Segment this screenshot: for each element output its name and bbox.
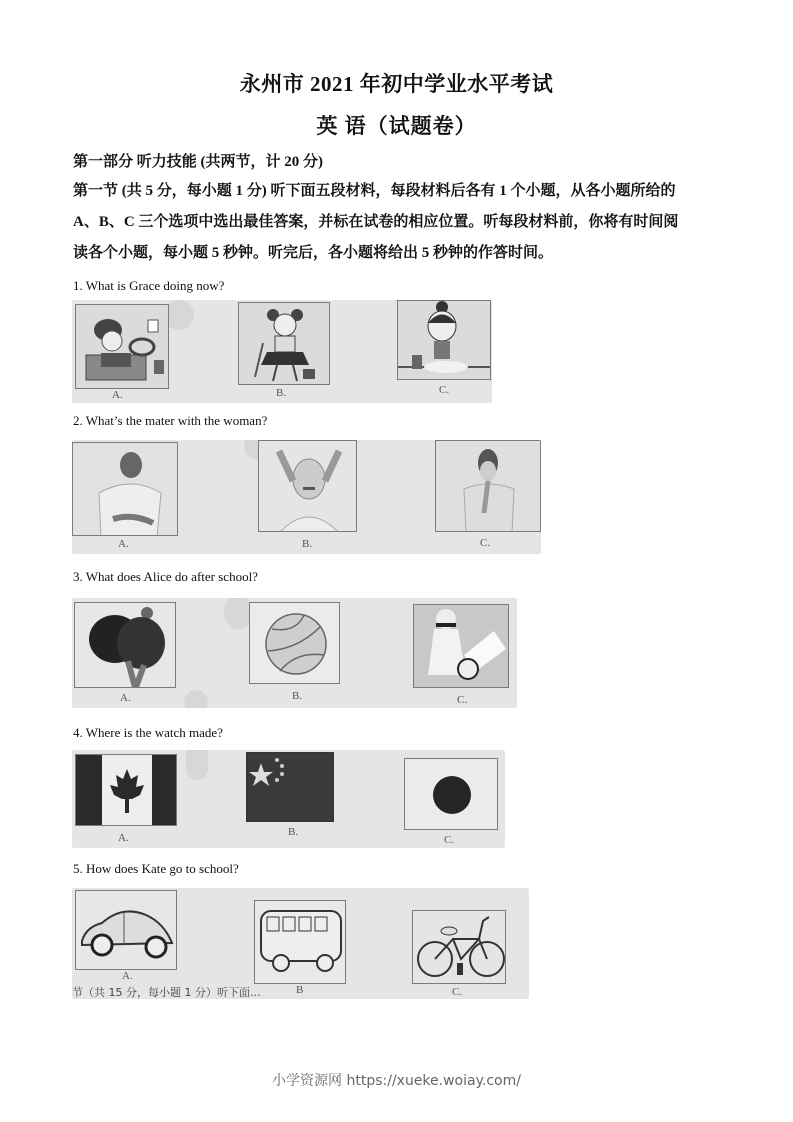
option-b-label: B. — [276, 387, 287, 399]
option-a-label: A. — [118, 538, 129, 550]
option-a-label: A. — [118, 832, 129, 844]
car-icon — [76, 891, 177, 970]
option-a-image[interactable] — [74, 602, 176, 688]
option-a-label: A. — [112, 389, 123, 401]
question-1-text: 1. What is Grace doing now? — [73, 278, 225, 293]
option-b-label: B. — [288, 826, 299, 838]
volleyball-icon — [250, 603, 340, 684]
question-3-image-strip — [72, 598, 517, 708]
badminton-shuttlecocks-icon — [414, 605, 509, 688]
exam-title: 永州市 2021 年初中学业水平考试 — [239, 72, 554, 96]
instructions-line-3: 读各个小题，每小题 5 秒钟。听完后，各小题将给出 5 秒钟的作答时间。 — [73, 245, 554, 261]
option-c-image[interactable] — [412, 910, 506, 984]
option-c-image[interactable] — [413, 604, 509, 688]
option-c-image[interactable] — [404, 758, 498, 830]
option-b-label: B. — [302, 538, 313, 550]
watermark-footer: 小学资源网 https://xueke.woiay.com/ — [272, 1073, 521, 1089]
woman-headache-icon — [259, 441, 357, 532]
question-2-text: 2. What’s the mater with the woman? — [73, 413, 268, 428]
question-4-text: 4. Where is the watch made? — [73, 725, 223, 740]
instructions-line-2: A、B、C 三个选项中选出最佳答案，并标在试卷的相应位置。听每段材料前，你将有时间阅 — [73, 214, 679, 230]
option-a-image[interactable] — [75, 304, 169, 389]
option-c-label: C. — [457, 694, 468, 706]
question-2-image-strip — [72, 440, 541, 554]
question-1-image-strip — [72, 300, 492, 403]
question-4-image-strip — [72, 750, 505, 848]
option-b-image[interactable] — [246, 752, 334, 822]
bus-icon — [255, 901, 346, 984]
option-a-image[interactable] — [75, 754, 177, 826]
canada-flag-icon — [76, 755, 177, 826]
question-3-text: 3. What does Alice do after school? — [73, 569, 258, 584]
option-b-image[interactable] — [254, 900, 346, 984]
option-c-image[interactable] — [397, 300, 491, 380]
instructions-line-1: 第一节 (共 5 分，每小题 1 分) 听下面五段材料，每段材料后各有 1 个小题，从各小题所给的 — [73, 183, 676, 199]
part-one-heading: 第一部分 听力技能 (共两节，计 20 分) — [73, 154, 323, 170]
option-c-label: C. — [439, 384, 450, 396]
woman-sore-throat-icon — [436, 441, 541, 532]
exam-subtitle: 英 语（试题卷） — [316, 114, 477, 138]
bicycle-icon — [413, 911, 506, 984]
option-c-label: C. — [452, 986, 463, 998]
question-5-text: 5. How does Kate go to school? — [73, 861, 239, 876]
option-b-image[interactable] — [258, 440, 357, 532]
woman-stomachache-icon — [73, 443, 178, 536]
option-a-label: A. — [120, 692, 131, 704]
girl-cleaning-icon — [398, 301, 491, 380]
option-c-label: C. — [480, 537, 491, 549]
option-b-label: B — [296, 984, 304, 996]
option-a-label: A. — [122, 970, 133, 982]
option-b-label: B. — [292, 690, 303, 702]
option-b-image[interactable] — [238, 302, 330, 385]
girl-sweeping-icon — [239, 303, 330, 385]
option-c-image[interactable] — [435, 440, 541, 532]
question-5-image-strip — [72, 888, 529, 999]
option-a-image[interactable] — [72, 442, 178, 536]
option-c-label: C. — [444, 834, 455, 846]
girl-homework-icon — [76, 305, 169, 389]
japan-flag-icon — [405, 759, 498, 830]
option-b-image[interactable] — [249, 602, 340, 684]
option-a-image[interactable] — [75, 890, 177, 970]
cutoff-next-section-text: 节（共 15 分，每小题 1 分）听下面... — [72, 986, 261, 999]
china-flag-icon — [247, 753, 334, 822]
ping-pong-paddles-icon — [75, 603, 176, 688]
